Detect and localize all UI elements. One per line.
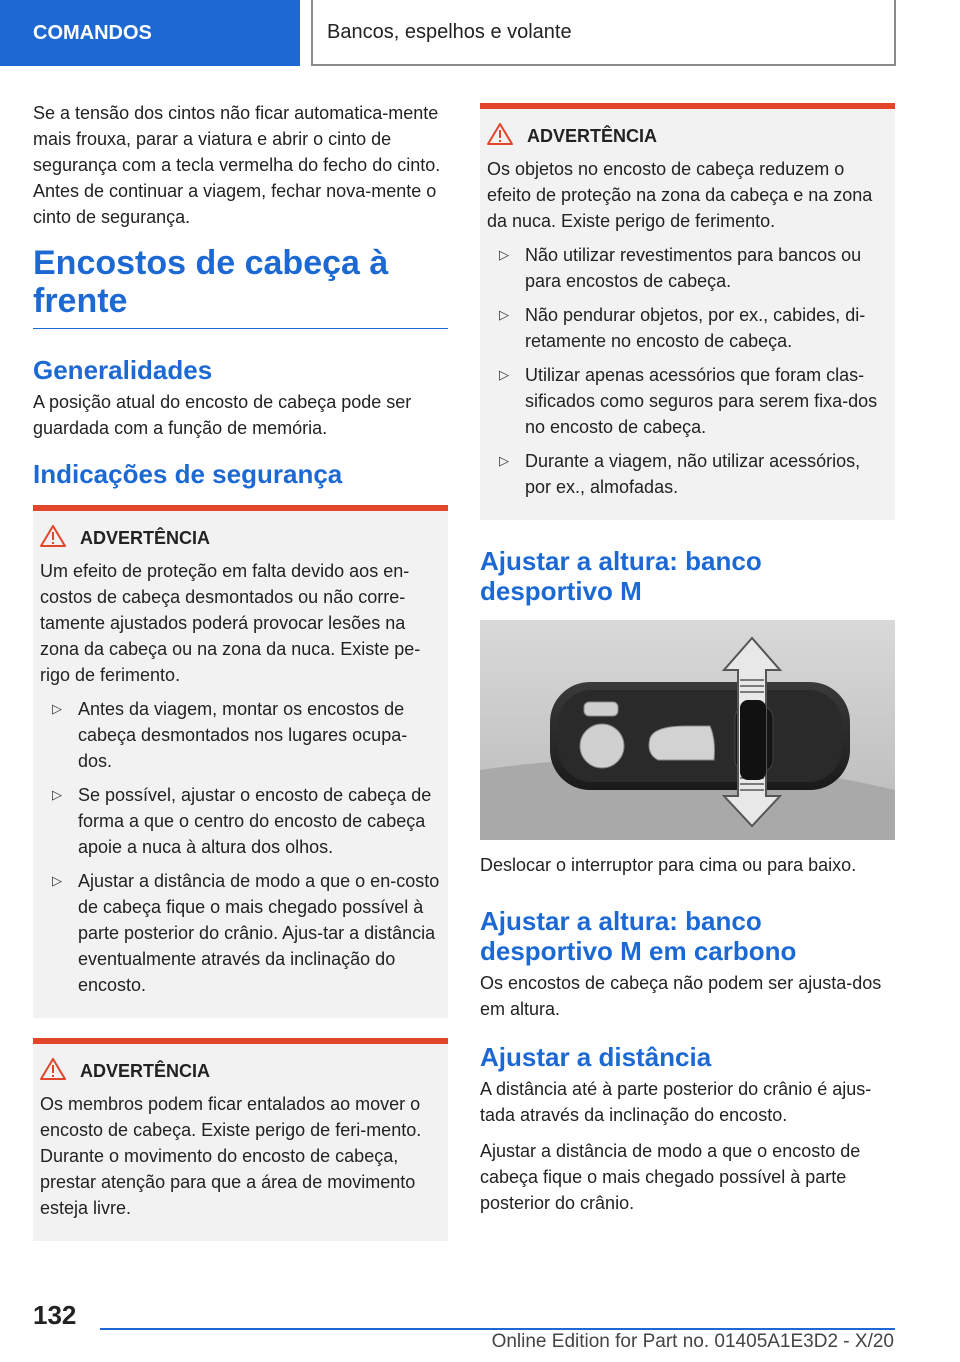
triangle-right-icon: ▷ [52, 701, 62, 716]
list-item-text: Utilizar apenas acessórios que foram clas-sificados como seguros para serem fixa-dos no encosto de cabeça. [525, 365, 878, 437]
main-heading: Encostos de cabeça à frente [33, 244, 448, 329]
list-item-text: Se possível, ajustar o encosto de cabeça de forma a que o centro do encosto de cabeça apoie a nuca à altura dos olhos. [78, 785, 432, 857]
section-tab: COMANDOS [0, 0, 300, 66]
warning-header [487, 123, 888, 150]
list-item-text: Não utilizar revestimentos para bancos ou para encostos de cabeça. [525, 245, 862, 291]
page-number: 132 [33, 1300, 77, 1330]
altura-carbono-text: Os encostos de cabeça não podem ser ajusta-dos em altura. [480, 973, 882, 1019]
triangle-right-icon: ▷ [52, 787, 62, 802]
distancia-text-1: A distância até à parte posterior do crânio é ajus-tada através da inclinação do encosto. [480, 1079, 872, 1125]
altura-carbono-heading: Ajustar a altura: banco desportivo M em carbono [480, 906, 797, 966]
list-item-text: Não pendurar objetos, por ex., cabides, di-retamente no encosto de cabeça. [525, 305, 866, 351]
seguranca-heading: Indicações de segurança [33, 459, 343, 489]
footer-divider [100, 1328, 895, 1330]
right-column [480, 103, 895, 1226]
generalidades-text: A posição atual do encosto de cabeça pode ser guardada com a função de memória. [33, 392, 412, 438]
footer-edition: Online Edition for Part no. 01405A1E3D2 - X/20 [491, 1331, 894, 1352]
list-item [487, 302, 888, 354]
warning-title: ADVERTÊNCIA [80, 528, 211, 548]
warning-triangle-icon [487, 123, 527, 150]
distancia-text-2: Ajustar a distância de modo a que o encosto de cabeça fique o mais chegado possível à parte posterior do crânio. [480, 1141, 861, 1213]
warning-header [40, 525, 441, 552]
warning-text: Os membros podem ficar entalados ao mover o encosto de cabeça. Existe perigo de feri-mento. Durante o movimento do encosto de cabeça, prestar atenção para que a área de movimento esteja livre. [40, 1094, 422, 1218]
triangle-right-icon: ▷ [499, 367, 509, 382]
left-column [33, 100, 448, 1241]
warning-text: Os objetos no encosto de cabeça reduzem o efeito de proteção na zona da cabeça e na zona da nuca. Existe perigo de ferimento. [487, 159, 873, 231]
warning-box-3 [480, 103, 895, 520]
warning-title: ADVERTÊNCIA [80, 1061, 211, 1081]
distancia-heading: Ajustar a distância [480, 1042, 712, 1072]
seat-switch-photo [480, 620, 895, 840]
altura-m-heading: Ajustar a altura: banco desportivo M [480, 546, 762, 606]
warning-triangle-icon [40, 1058, 80, 1085]
list-item [487, 242, 888, 294]
list-item-text: Durante a viagem, não utilizar acessórios, por ex., almofadas. [525, 451, 861, 497]
list-item [40, 868, 441, 998]
intro-paragraph: Se a tensão dos cintos não ficar automatica-mente mais frouxa, parar a viatura e abrir o cinto de segurança com a tecla vermelha do fecho do cinto. Antes de continuar a viagem, fechar nova-mente o cinto de segurança. [33, 103, 441, 227]
triangle-right-icon: ▷ [52, 873, 62, 888]
warning-box-2 [33, 1038, 448, 1241]
list-item-text: Antes da viagem, montar os encostos de cabeça desmontados nos lugares ocupa-dos. [78, 699, 408, 771]
warning-text: Um efeito de proteção em falta devido aos en-costos de cabeça desmontados ou não corre-tamente ajustados poderá provocar lesões na zona da cabeça ou na zona da nuca. Existe pe-rigo de ferimento. [40, 561, 421, 685]
altura-m-caption: Deslocar o interruptor para cima ou para baixo. [480, 855, 857, 875]
list-item [487, 448, 888, 500]
list-item [40, 696, 441, 774]
generalidades-heading: Generalidades [33, 355, 213, 385]
triangle-right-icon: ▷ [499, 453, 509, 468]
warning-title: ADVERTÊNCIA [527, 126, 658, 146]
warning-box-1 [33, 505, 448, 1018]
warning-triangle-icon [40, 525, 80, 552]
list-item [487, 362, 888, 440]
list-item [40, 782, 441, 860]
list-item-text: Ajustar a distância de modo a que o en-costo de cabeça fique o mais chegado possível à parte posterior do crânio. Ajus-tar a distância eventualmente através da inclinação do encosto. [78, 871, 440, 995]
triangle-right-icon: ▷ [499, 307, 509, 322]
section-title: Bancos, espelhos e volante [311, 0, 896, 66]
triangle-right-icon: ▷ [499, 247, 509, 262]
warning-header [40, 1058, 441, 1085]
